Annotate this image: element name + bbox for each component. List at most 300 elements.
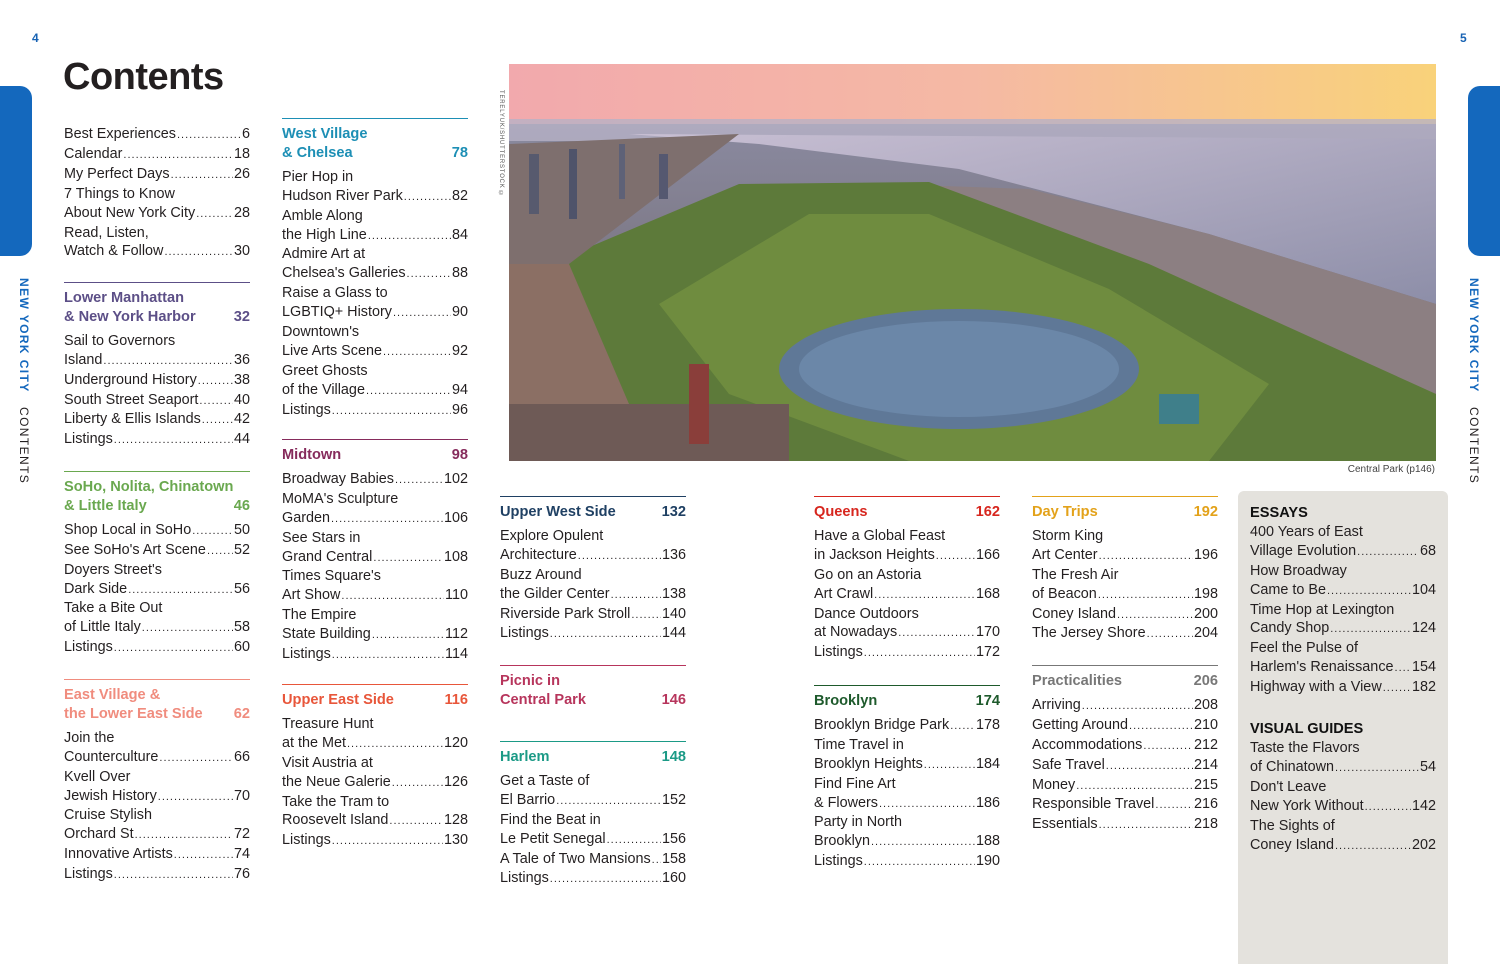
- toc-entry[interactable]: [1250, 817, 1436, 856]
- toc-entry[interactable]: [282, 567, 468, 606]
- toc-entry[interactable]: [500, 811, 686, 850]
- toc-entry-page: 186: [975, 794, 1000, 811]
- dot-leader: [578, 547, 661, 566]
- dot-leader: [864, 853, 975, 872]
- toc-entry-page: 140: [661, 605, 686, 622]
- toc-entry[interactable]: [1250, 639, 1436, 678]
- dot-leader: [202, 411, 233, 430]
- toc-entry-text: Village Evolution: [1250, 542, 1357, 559]
- dot-leader: [1098, 586, 1193, 605]
- dot-leader: [366, 382, 451, 401]
- toc-entry[interactable]: [64, 599, 250, 638]
- toc-entry-text: Shop Local in SoHo: [64, 521, 192, 538]
- toc-entry[interactable]: [64, 729, 250, 768]
- toc-entry-page: 104: [1411, 581, 1436, 598]
- dot-leader: [1357, 543, 1419, 562]
- toc-entry-text: Listings: [500, 870, 549, 887]
- toc-entry-text: Explore Opulent: [500, 527, 604, 544]
- toc-entry-page: 74: [233, 846, 250, 863]
- dot-leader: [631, 606, 661, 625]
- dot-leader: [1106, 757, 1193, 776]
- section-heading[interactable]: [814, 692, 1000, 711]
- toc-section-brooklyn: [814, 685, 1000, 872]
- dot-leader: [393, 304, 451, 323]
- toc-entry-page: 138: [661, 585, 686, 602]
- toc-entry-page: 218: [1193, 816, 1218, 833]
- toc-entry[interactable]: [500, 605, 686, 625]
- toc-entry[interactable]: [1250, 778, 1436, 817]
- dot-leader: [1327, 582, 1411, 601]
- toc-entry-text: Raise a Glass to: [282, 285, 388, 302]
- dot-leader: [1099, 816, 1193, 835]
- vertical-label-brand: NEW YORK CITY: [17, 278, 31, 393]
- toc-entry[interactable]: [64, 845, 250, 865]
- toc-entry-text: Art Crawl: [814, 585, 874, 602]
- toc-entry-page: 215: [1193, 776, 1218, 793]
- toc-entry-text: Buzz Around: [500, 566, 582, 583]
- toc-entry-text: Admire Art at: [282, 246, 366, 263]
- dot-leader: [192, 522, 233, 541]
- toc-entry-page: 196: [1193, 546, 1218, 563]
- photo-caption: Central Park (p146): [1347, 464, 1435, 475]
- toc-entry-text: Storm King: [1032, 527, 1104, 544]
- toc-entry[interactable]: [64, 371, 250, 391]
- toc-entry-text: State Building: [282, 626, 371, 643]
- toc-section-harlem: [500, 741, 686, 889]
- toc-entry-page: 126: [443, 773, 468, 790]
- toc-entry-text: Harlem's Renaissance: [1250, 659, 1394, 676]
- section-page-number: 174: [975, 693, 1000, 709]
- section-page-number: 132: [661, 504, 686, 520]
- toc-entry-text: Chelsea's Galleries: [282, 265, 406, 282]
- toc-section-intro: [64, 125, 250, 262]
- toc-entry[interactable]: [282, 831, 468, 851]
- page-number-left: 4: [32, 31, 39, 45]
- toc-entry[interactable]: [500, 850, 686, 870]
- toc-section-east-village: [64, 679, 250, 885]
- toc-entry-text: Downtown's: [282, 324, 360, 341]
- toc-entry-text: See SoHo's Art Scene: [64, 541, 206, 558]
- dot-leader: [114, 866, 233, 885]
- toc-entry-text: Riverside Park Stroll: [500, 605, 631, 622]
- toc-entry-text: Hudson River Park: [282, 187, 403, 204]
- section-page-number: 146: [661, 691, 686, 708]
- toc-entry-text: Watch & Follow: [64, 243, 164, 260]
- toc-entry[interactable]: [282, 401, 468, 421]
- toc-entry[interactable]: [282, 323, 468, 362]
- dot-leader: [550, 870, 661, 889]
- toc-entry-text: Came to Be: [1250, 581, 1326, 598]
- dot-leader: [159, 749, 233, 768]
- toc-entry-text: Responsible Travel: [1032, 796, 1155, 813]
- toc-entry[interactable]: [282, 168, 468, 207]
- toc-entry-page: 154: [1411, 659, 1436, 676]
- essays-heading: ESSAYS: [1250, 505, 1308, 521]
- toc-entry-page: 110: [445, 587, 468, 604]
- dot-leader: [550, 625, 661, 644]
- toc-entry-text: Accommodations: [1032, 736, 1143, 753]
- toc-entry[interactable]: [282, 606, 468, 645]
- dot-leader: [135, 826, 233, 845]
- section-heading[interactable]: [814, 503, 1000, 522]
- toc-entry-text: Money: [1032, 776, 1076, 793]
- page-title: Contents: [63, 56, 224, 98]
- toc-entry[interactable]: [500, 527, 686, 566]
- toc-entry-page: 168: [975, 585, 1000, 602]
- toc-entry[interactable]: [1250, 523, 1436, 562]
- section-title-line: Lower Manhattan: [64, 290, 184, 306]
- toc-entry-page: 198: [1193, 585, 1218, 602]
- toc-entry-text: Broadway Babies: [282, 470, 394, 487]
- section-page-number: 32: [233, 308, 250, 325]
- toc-entry[interactable]: [282, 470, 468, 490]
- toc-entry-page: 68: [1419, 542, 1436, 559]
- toc-entry-text: Listings: [282, 646, 331, 663]
- toc-entry[interactable]: [1032, 624, 1218, 644]
- dot-leader: [1335, 759, 1419, 778]
- toc-entry[interactable]: [64, 332, 250, 371]
- section-title-line: Day Trips: [1032, 504, 1098, 520]
- toc-entry-text: Read, Listen,: [64, 224, 149, 241]
- toc-section-soho: [64, 471, 250, 658]
- toc-entry[interactable]: [282, 793, 468, 832]
- toc-entry-text: South Street Seaport: [64, 391, 199, 408]
- toc-entry-text: Listings: [282, 401, 331, 418]
- toc-entry-text: Getting Around: [1032, 716, 1129, 733]
- toc-entry[interactable]: [282, 754, 468, 793]
- toc-entry-page: 170: [975, 624, 1000, 641]
- toc-entry[interactable]: [1250, 601, 1436, 640]
- toc-entry[interactable]: [282, 529, 468, 568]
- dot-leader: [1365, 798, 1411, 817]
- toc-entry-page: 112: [445, 626, 468, 643]
- section-heading[interactable]: [282, 125, 468, 163]
- central-park-aerial-image: [509, 64, 1436, 461]
- dot-leader: [332, 646, 444, 665]
- dot-leader: [392, 774, 443, 793]
- toc-entry-page: 84: [451, 226, 468, 243]
- toc-entry-text: New York Without: [1250, 797, 1364, 814]
- dot-leader: [207, 542, 233, 561]
- dot-leader: [924, 756, 975, 775]
- toc-entry-page: 28: [233, 204, 250, 221]
- toc-entry[interactable]: [814, 775, 1000, 814]
- toc-entry[interactable]: [64, 125, 250, 145]
- toc-entry-page: 212: [1193, 736, 1218, 753]
- toc-entry[interactable]: [814, 813, 1000, 852]
- section-title-line: Central Park: [500, 691, 586, 708]
- toc-entry-text: Live Arts Scene: [282, 342, 382, 359]
- dot-leader: [1330, 620, 1411, 639]
- toc-entry[interactable]: [64, 768, 250, 807]
- toc-entry[interactable]: [1032, 795, 1218, 815]
- toc-entry[interactable]: [1032, 605, 1218, 625]
- section-title-line: & Chelsea: [282, 144, 353, 161]
- dot-leader: [1099, 547, 1193, 566]
- toc-entry-text: Take the Tram to: [282, 793, 390, 810]
- section-title-line: Upper East Side: [282, 692, 394, 708]
- toc-entry[interactable]: [64, 521, 250, 541]
- section-page-number: 98: [451, 447, 468, 463]
- section-page-number: 148: [661, 749, 686, 765]
- toc-entry-text: Take a Bite Out: [64, 600, 163, 617]
- toc-entry[interactable]: [64, 806, 250, 845]
- toc-entry[interactable]: [64, 561, 250, 600]
- toc-entry[interactable]: [500, 772, 686, 811]
- toc-entry-text: Time Hop at Lexington: [1250, 601, 1395, 618]
- vertical-label-brand: NEW YORK CITY: [1467, 278, 1481, 393]
- toc-entry-text: Cruise Stylish: [64, 807, 152, 824]
- section-heading[interactable]: [64, 686, 250, 724]
- toc-section-practicalities: [1032, 665, 1218, 835]
- toc-entry-page: 114: [445, 646, 468, 663]
- dot-leader: [404, 188, 451, 207]
- toc-entry-text: at the Met: [282, 734, 346, 751]
- dot-leader: [383, 343, 451, 362]
- dot-leader: [1076, 777, 1193, 796]
- toc-entry-text: Amble Along: [282, 207, 363, 224]
- dot-leader: [341, 587, 444, 606]
- section-heading[interactable]: [282, 446, 468, 465]
- dot-leader: [164, 243, 233, 262]
- dot-leader: [332, 402, 451, 421]
- toc-entry[interactable]: [282, 207, 468, 246]
- dot-leader: [368, 227, 451, 246]
- toc-entry[interactable]: [282, 362, 468, 401]
- toc-entry-page: 216: [1193, 796, 1218, 813]
- toc-entry-page: 124: [1411, 620, 1436, 637]
- dot-leader: [1117, 606, 1193, 625]
- dot-leader: [331, 510, 443, 529]
- toc-entry[interactable]: [1032, 696, 1218, 716]
- toc-entry[interactable]: [814, 527, 1000, 566]
- toc-entry-text: Sail to Governors: [64, 332, 176, 349]
- toc-section-upper-west-side: [500, 496, 686, 644]
- toc-entry[interactable]: [64, 145, 250, 165]
- toc-entry[interactable]: [814, 643, 1000, 663]
- toc-entry-text: Doyers Street's: [64, 561, 162, 578]
- toc-entry[interactable]: [64, 638, 250, 658]
- toc-entry-text: Garden: [282, 509, 330, 526]
- toc-entry-text: LGBTIQ+ History: [282, 304, 392, 321]
- toc-entry[interactable]: [1250, 678, 1436, 698]
- toc-entry-text: Listings: [500, 625, 549, 642]
- toc-entry-text: Taste the Flavors: [1250, 739, 1360, 756]
- central-park-photo: [509, 64, 1436, 461]
- toc-entry[interactable]: [64, 224, 250, 263]
- toc-entry[interactable]: [1032, 815, 1218, 835]
- toc-entry[interactable]: [1032, 527, 1218, 566]
- toc-entry-page: 210: [1193, 716, 1218, 733]
- section-title-line: the Lower East Side: [64, 705, 203, 722]
- toc-entry-text: Candy Shop: [1250, 620, 1330, 637]
- toc-entry-page: 36: [233, 351, 250, 368]
- dot-leader: [607, 831, 661, 850]
- dot-leader: [556, 792, 661, 811]
- toc-entry-page: 72: [233, 826, 250, 843]
- dot-leader: [652, 851, 661, 870]
- toc-entry-text: Listings: [282, 832, 331, 849]
- toc-entry-page: 136: [661, 546, 686, 563]
- toc-entry[interactable]: [500, 566, 686, 605]
- toc-entry[interactable]: [64, 391, 250, 411]
- toc-entry[interactable]: [282, 715, 468, 754]
- toc-entry[interactable]: [64, 410, 250, 430]
- toc-entry-page: 42: [233, 411, 250, 428]
- section-page-number: 116: [444, 692, 468, 708]
- section-page-number: 46: [233, 497, 250, 514]
- toc-entry-text: Jewish History: [64, 787, 157, 804]
- dot-leader: [171, 166, 233, 185]
- dot-leader: [114, 639, 233, 658]
- toc-entry-page: 52: [233, 541, 250, 558]
- toc-entry-text: Listings: [64, 639, 113, 656]
- section-page-number: 78: [451, 144, 468, 161]
- toc-entry-text: Grand Central: [282, 548, 373, 565]
- section-title-line: Picnic in: [500, 673, 561, 689]
- toc-entry[interactable]: [282, 645, 468, 665]
- toc-entry[interactable]: [1032, 736, 1218, 756]
- toc-entry[interactable]: [64, 185, 250, 224]
- toc-entry-page: 130: [443, 832, 468, 849]
- toc-entry-text: Greet Ghosts: [282, 362, 368, 379]
- dot-leader: [196, 205, 233, 224]
- toc-entry-page: 6: [241, 126, 250, 142]
- toc-entry-text: Listings: [64, 866, 113, 883]
- toc-entry-text: Arriving: [1032, 696, 1081, 713]
- section-title-line: Midtown: [282, 447, 342, 463]
- toc-entry-text: Coney Island: [1250, 836, 1334, 853]
- toc-entry-page: 102: [443, 470, 468, 487]
- toc-entry-text: of Little Italy: [64, 619, 141, 636]
- section-title-line: & Little Italy: [64, 497, 147, 514]
- toc-entry[interactable]: [814, 716, 1000, 736]
- toc-entry[interactable]: [1250, 739, 1436, 778]
- dot-leader: [950, 717, 975, 736]
- section-title-line: West Village: [282, 126, 368, 142]
- toc-entry-page: 94: [451, 381, 468, 398]
- toc-entry[interactable]: [1032, 756, 1218, 776]
- toc-entry[interactable]: [64, 865, 250, 885]
- section-heading[interactable]: [282, 691, 468, 710]
- toc-entry-text: My Perfect Days: [64, 165, 170, 182]
- toc-entry[interactable]: [500, 624, 686, 644]
- toc-entry[interactable]: [282, 490, 468, 529]
- toc-entry-text: Visit Austria at: [282, 754, 373, 771]
- dot-leader: [177, 126, 241, 145]
- section-title-line: & New York Harbor: [64, 308, 196, 325]
- toc-entry-page: 90: [451, 304, 468, 321]
- toc-entry-page: 178: [975, 716, 1000, 733]
- section-heading[interactable]: [500, 672, 686, 710]
- toc-section-day-trips: [1032, 496, 1218, 644]
- toc-entry-text: Highway with a View: [1250, 679, 1382, 696]
- toc-entry[interactable]: [500, 869, 686, 889]
- toc-entry-page: 92: [451, 342, 468, 359]
- section-heading[interactable]: [1032, 503, 1218, 522]
- toc-entry-text: 400 Years of East: [1250, 523, 1363, 540]
- toc-entry[interactable]: [1032, 776, 1218, 796]
- toc-entry-page: 166: [975, 546, 1000, 563]
- toc-entry[interactable]: [64, 165, 250, 185]
- toc-entry-text: of Beacon: [1032, 585, 1097, 602]
- dot-leader: [864, 644, 975, 663]
- toc-entry[interactable]: [814, 852, 1000, 872]
- toc-entry[interactable]: [814, 736, 1000, 775]
- photo-credit: TERELYUK/SHUTTERSTOCK ©: [498, 90, 504, 198]
- toc-entry[interactable]: [282, 245, 468, 284]
- toc-entry[interactable]: [1032, 716, 1218, 736]
- section-page-number: 162: [975, 504, 1000, 520]
- toc-entry-page: 188: [975, 833, 1000, 850]
- toc-entry-text: Counterculture: [64, 748, 159, 765]
- dot-leader: [1335, 837, 1411, 856]
- toc-entry-page: 144: [661, 625, 686, 642]
- vertical-label-section: CONTENTS: [1467, 407, 1481, 485]
- toc-entry-text: Island: [64, 351, 103, 368]
- section-heading[interactable]: [500, 503, 686, 522]
- dot-leader: [347, 735, 443, 754]
- toc-entry[interactable]: [814, 605, 1000, 644]
- toc-entry[interactable]: [64, 430, 250, 450]
- toc-entry-page: 56: [233, 580, 250, 597]
- toc-entry-text: Brooklyn Bridge Park: [814, 716, 950, 733]
- section-heading[interactable]: [500, 748, 686, 767]
- dot-leader: [332, 832, 443, 851]
- essays-list: [1250, 523, 1436, 698]
- toc-entry[interactable]: [64, 541, 250, 561]
- dot-leader: [114, 431, 233, 450]
- toc-entry-text: About New York City: [64, 204, 196, 221]
- toc-entry-text: Party in North: [814, 814, 902, 831]
- toc-entry-page: 44: [233, 431, 250, 448]
- toc-entry-page: 128: [443, 812, 468, 829]
- toc-entry-page: 30: [233, 243, 250, 260]
- section-heading[interactable]: [64, 289, 250, 327]
- toc-entry[interactable]: [1250, 562, 1436, 601]
- toc-entry-page: 50: [233, 521, 250, 538]
- toc-entry[interactable]: [1032, 566, 1218, 605]
- toc-section-central-park: [500, 665, 686, 715]
- toc-entry-page: 54: [1419, 758, 1436, 775]
- dot-leader: [879, 795, 975, 814]
- dot-leader: [389, 812, 443, 831]
- toc-entry-page: 182: [1411, 679, 1436, 696]
- toc-entry-text: Find the Beat in: [500, 811, 601, 828]
- toc-entry-text: Listings: [64, 431, 113, 448]
- toc-entry-text: Art Center: [1032, 546, 1098, 563]
- toc-entry-page: 60: [233, 639, 250, 656]
- toc-section-midtown: [282, 439, 468, 665]
- toc-entry-text: Treasure Hunt: [282, 715, 374, 732]
- vertical-label-left: [17, 278, 31, 485]
- section-page-number: 62: [233, 705, 250, 722]
- dot-leader: [158, 788, 233, 807]
- section-heading[interactable]: [64, 478, 250, 516]
- toc-entry-text: Architecture: [500, 546, 577, 563]
- toc-entry-text: El Barrio: [500, 791, 556, 808]
- dot-leader: [874, 586, 975, 605]
- toc-entry[interactable]: [814, 566, 1000, 605]
- toc-entry[interactable]: [282, 284, 468, 323]
- toc-entry-text: Roosevelt Island: [282, 812, 389, 829]
- toc-entry-page: 142: [1411, 797, 1436, 814]
- toc-entry-text: Orchard St: [64, 826, 134, 843]
- toc-entry-page: 96: [451, 401, 468, 418]
- section-heading[interactable]: [1032, 672, 1218, 691]
- toc-entry-page: 190: [975, 853, 1000, 870]
- dot-leader: [936, 547, 975, 566]
